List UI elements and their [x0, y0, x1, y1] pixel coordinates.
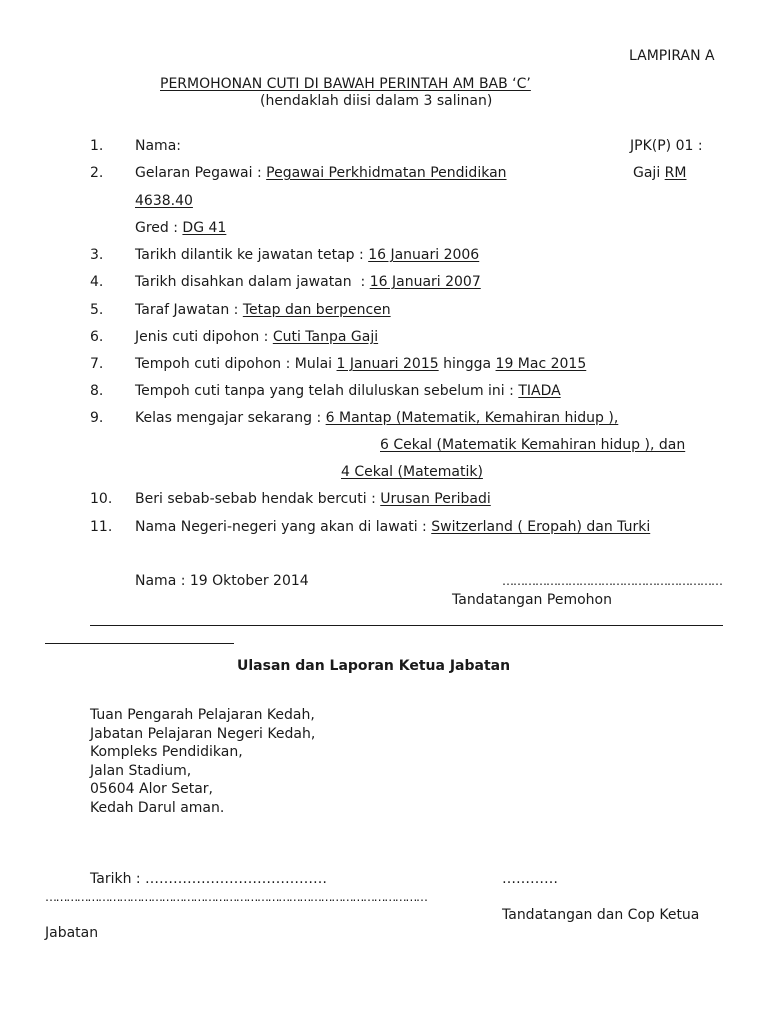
gaji-currency: RM	[664, 165, 687, 181]
taraf-jawatan-field	[135, 301, 391, 319]
tempoh-cuti-label: Tempoh cuti dipohon : Mulai	[135, 356, 337, 372]
item-number: 9.	[90, 410, 104, 426]
kelas-mengajar-line3: 4 Cekal (Matematik)	[341, 464, 483, 480]
jenis-cuti-field	[135, 328, 378, 346]
kelas-mengajar-line2: 6 Cekal (Matematik Kemahiran hidup ), dan	[380, 437, 686, 453]
section-heading: Ulasan dan Laporan Ketua Jabatan	[237, 658, 511, 674]
gred-label: Gred :	[135, 220, 183, 236]
negeri-dilawati-value: Switzerland ( Eropah) dan Turki	[431, 519, 651, 535]
address-line: 05604 Alor Setar,	[90, 781, 213, 797]
lampiran-label: LAMPIRAN A	[629, 48, 715, 64]
tempoh-cuti-from: 1 Januari 2015	[336, 356, 439, 372]
ketua-signature-label-cont: Jabatan	[45, 925, 99, 941]
item-number: 2.	[90, 165, 104, 181]
item-number: 1.	[90, 138, 104, 154]
gelaran-pegawai-field	[135, 164, 507, 182]
item-number: 10.	[90, 491, 113, 507]
negeri-dilawati-label: Nama Negeri-negeri yang akan di lawati :	[135, 519, 432, 535]
tempoh-cuti-to: 19 Mac 2015	[495, 356, 587, 372]
cuti-diluluskan-label: Tempoh cuti tanpa yang telah diluluskan sebelum ini :	[135, 383, 519, 399]
gelaran-pegawai-value: Pegawai Perkhidmatan Pendidikan	[266, 165, 507, 181]
tarikh-dilantik-label: Tarikh dilantik ke jawatan tetap :	[135, 247, 369, 263]
tarikh-disahkan-label: Tarikh disahkan dalam jawatan :	[135, 274, 370, 290]
form-subtitle: (hendaklah diisi dalam 3 salinan)	[260, 93, 493, 109]
form-title: PERMOHONAN CUTI DI BAWAH PERINTAH AM BAB ‘C’	[160, 76, 531, 92]
kelas-mengajar-line1: 6 Mantap (Matematik, Kemahiran hidup ),	[325, 410, 619, 426]
dots-right: …………	[502, 871, 558, 887]
ketua-signature-label: Tandatangan dan Cop Ketua	[502, 907, 700, 923]
item-number: 3.	[90, 247, 104, 263]
taraf-jawatan-label: Taraf Jawatan :	[135, 302, 243, 318]
cuti-diluluskan-field	[135, 382, 561, 400]
address-line: Jalan Stadium,	[90, 762, 192, 779]
short-divider-line	[45, 643, 234, 644]
signature-dots: ……………………………………………………	[502, 574, 722, 588]
tarikh-field: Tarikh : …………………………………	[90, 871, 328, 887]
tempoh-cuti-field	[135, 355, 586, 373]
gelaran-pegawai-label: Gelaran Pegawai :	[135, 165, 267, 181]
jenis-cuti-label: Jenis cuti dipohon :	[135, 329, 273, 345]
sebab-cuti-field	[135, 490, 491, 508]
gaji-amount: 4638.40	[135, 193, 193, 209]
signature-label: Tandatangan Pemohon	[452, 592, 612, 608]
tempoh-cuti-hingga: hingga	[438, 356, 496, 372]
tarikh-disahkan-value: 16 Januari 2007	[369, 274, 481, 290]
jenis-cuti-value: Cuti Tanpa Gaji	[272, 329, 379, 345]
gaji-field	[633, 164, 686, 182]
item-number: 5.	[90, 302, 104, 318]
sebab-cuti-value: Urusan Peribadi	[380, 491, 491, 507]
tarikh-dilantik-field	[135, 246, 479, 264]
gaji-label: Gaji	[633, 165, 665, 181]
kelas-mengajar-label: Kelas mengajar sekarang :	[135, 410, 326, 426]
item-number: 6.	[90, 329, 104, 345]
item-number: 4.	[90, 274, 104, 290]
kelas-mengajar-field	[135, 409, 618, 427]
gred-value: DG 41	[182, 220, 227, 236]
item-number: 8.	[90, 383, 104, 399]
address-line: Kedah Darul aman.	[90, 799, 225, 816]
address-line: Jabatan Pelajaran Negeri Kedah,	[90, 725, 316, 742]
tarikh-dilantik-value: 16 Januari 2006	[368, 247, 480, 263]
cuti-diluluskan-value: TIADA	[518, 383, 561, 399]
address-line: Tuan Pengarah Pelajaran Kedah,	[90, 707, 315, 723]
tarikh-disahkan-field	[135, 273, 481, 291]
negeri-dilawati-field	[135, 518, 650, 536]
item-number: 11.	[90, 519, 113, 535]
address-line: Kompleks Pendidikan,	[90, 744, 243, 760]
divider-line	[90, 625, 723, 626]
nama-label: Nama:	[135, 138, 181, 154]
dots-left: ………………………………………………………………………………………………	[45, 890, 427, 904]
taraf-jawatan-value: Tetap dan berpencen	[242, 302, 391, 318]
gred-field	[135, 219, 226, 237]
nama-date: Nama : 19 Oktober 2014	[135, 573, 309, 589]
sebab-cuti-label: Beri sebab-sebab hendak bercuti :	[135, 491, 381, 507]
address-block	[90, 706, 315, 817]
item-number: 7.	[90, 356, 104, 372]
jpk-label: JPK(P) 01 :	[630, 138, 703, 154]
